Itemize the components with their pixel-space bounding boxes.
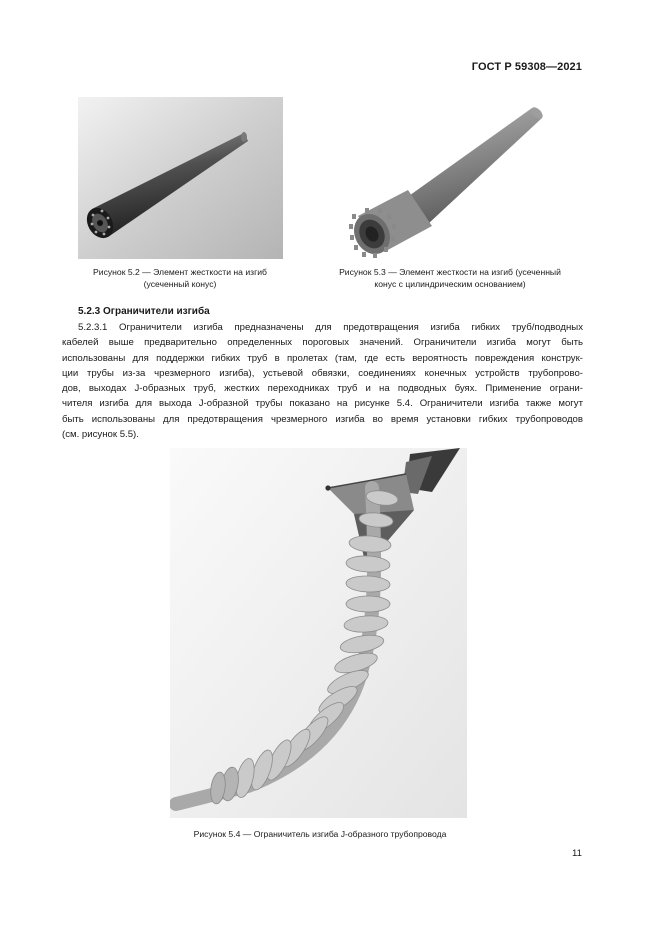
caption-line: (усеченный конус) [143,279,217,289]
figure-5-4-caption: Рисунок 5.4 — Ограничитель изгиба J-образного трубопровода [193,829,447,839]
figure-5-3-image [336,102,551,260]
figure-5-2-image [78,97,283,259]
paragraph-line: использованы для поддержки гибких труб в пролетах (там, где есть вероятность повреждения конструк- [62,352,583,364]
paragraph-line: чителя изгиба для выхода J-образной трубы показано на рисунке 5.4. Ограничители изгиба также могут [62,398,583,410]
figure-5-4-image [170,448,467,818]
standard-header: ГОСТ Р 59308—2021 [471,61,582,73]
section-title: 5.2.3 Ограничители изгиба [78,306,210,317]
paragraph-line: кабелей выше предварительно определенных пороговых значений. Ограничители изгиба могут быть [62,337,583,349]
figure-5-2-caption [48,266,312,290]
paragraph-line: (см. рисунок 5.5). [62,429,139,441]
caption-line: Рисунок 5.2 — Элемент жесткости на изгиб [93,267,267,277]
figure-5-3-caption [300,266,600,290]
paragraph-line: быть использованы для предотвращения чрезмерного изгиба во время установки гибких трубопроводов [62,413,583,425]
paragraph-line: ции трубы из-за чрезмерного изгиба), устьевой обвязки, соединениях конечных устройств трубопрово- [62,367,583,379]
section-paragraph [62,320,583,442]
caption-line: Рисунок 5.3 — Элемент жесткости на изгиб (усеченный [339,267,561,277]
page-number: 11 [572,848,582,859]
caption-line: конус с цилиндрическим основанием) [374,279,526,289]
paragraph-line: дов, выходах J-образных труб, жестких переходниках труб и на подводных буях. Применение ограни- [62,383,583,395]
paragraph-line: 5.2.3.1 Ограничители изгиба предназначены для предотвращения изгиба гибких труб/подводных [78,322,583,333]
